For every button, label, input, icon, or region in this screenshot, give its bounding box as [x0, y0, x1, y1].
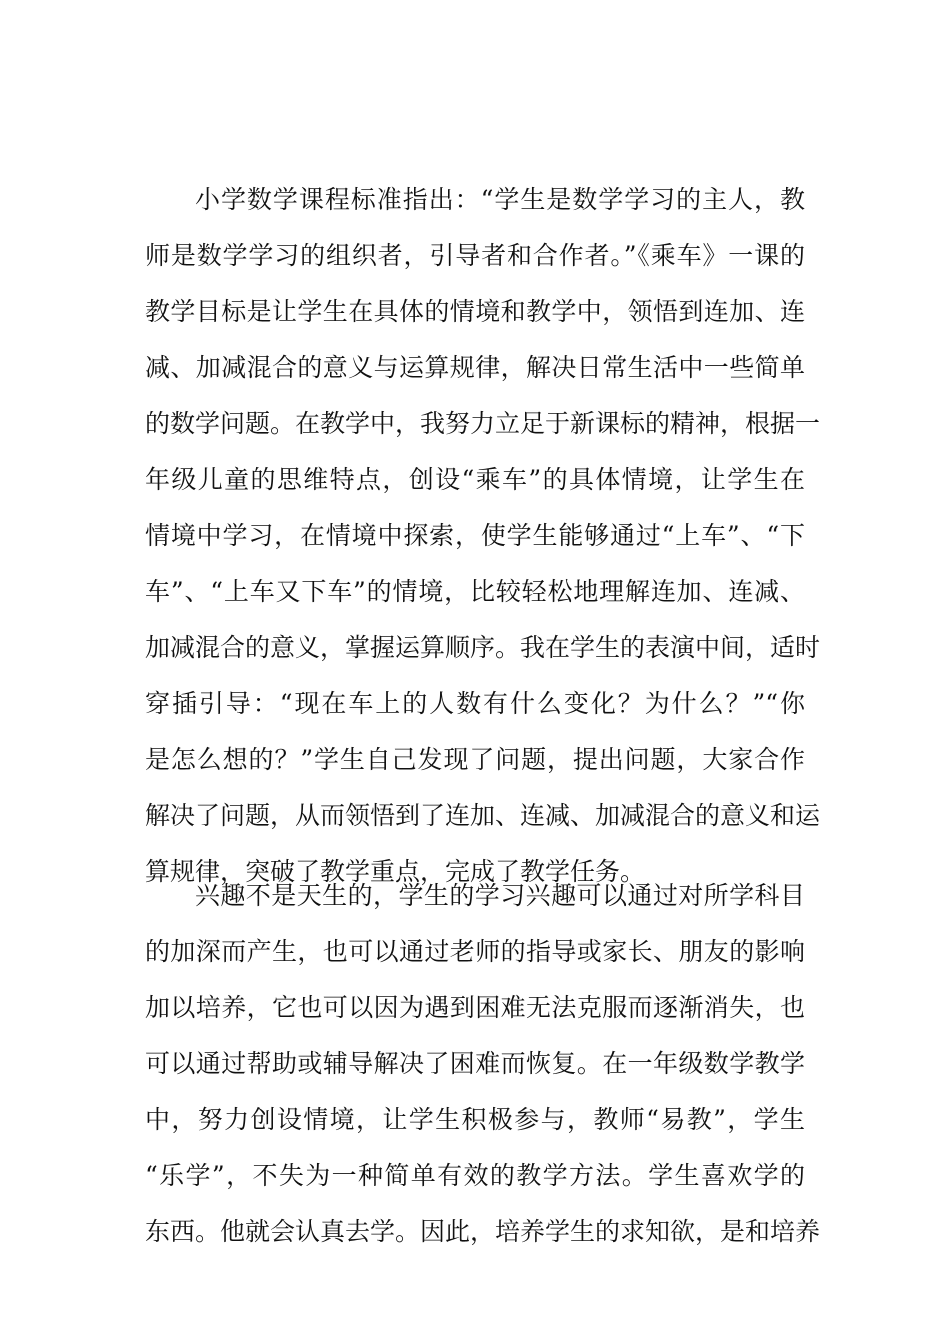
- paragraph-line: 车”、“上车又下车”的情境，比较轻松地理解连加、连减、: [145, 577, 805, 606]
- paragraph-line: 东西。他就会认真去学。因此，培养学生的求知欲，是和培养: [145, 1217, 821, 1246]
- paragraph-line: 情境中学习，在情境中探索，使学生能够通过“上车”、“下: [145, 521, 805, 550]
- paragraph-line: 小学数学课程标准指出：“学生是数学学习的主人，教: [195, 185, 805, 214]
- paragraph-line: 是怎么想的？”学生自己发现了问题，提出问题，大家合作: [145, 745, 805, 774]
- paragraph-line: 的加深而产生，也可以通过老师的指导或家长、朋友的影响: [145, 937, 805, 966]
- paragraph-1: [145, 172, 821, 900]
- paragraph-line: 教学目标是让学生在具体的情境和教学中，领悟到连加、连: [145, 297, 805, 326]
- paragraph-line: 解决了问题，从而领悟到了连加、连减、加减混合的意义和运: [145, 801, 821, 830]
- paragraph-line: 兴趣不是天生的，学生的学习兴趣可以通过对所学科目: [195, 881, 805, 910]
- paragraph-line: 加减混合的意义，掌握运算顺序。我在学生的表演中间，适时: [145, 633, 821, 662]
- paragraph-line: 年级儿童的思维特点，创设“乘车”的具体情境，让学生在: [145, 465, 805, 494]
- paragraph-line: 算规律，突破了教学重点，完成了教学任务。: [145, 857, 646, 886]
- paragraph-line: “乐学”，不失为一种简单有效的教学方法。学生喜欢学的: [145, 1161, 805, 1190]
- paragraph-line: 的数学问题。在教学中，我努力立足于新课标的精神，根据一: [145, 409, 821, 438]
- paragraph-2: [145, 868, 821, 1260]
- paragraph-line: 穿插引导：“现在车上的人数有什么变化？为什么？”“你: [145, 689, 805, 718]
- paragraph-line: 可以通过帮助或辅导解决了困难而恢复。在一年级数学教学: [145, 1049, 805, 1078]
- paragraph-line: 减、加减混合的意义与运算规律，解决日常生活中一些简单: [145, 353, 805, 382]
- paragraph-line: 中，努力创设情境，让学生积极参与，教师“易教”，学生: [145, 1105, 805, 1134]
- paragraph-line: 加以培养，它也可以因为遇到困难无法克服而逐渐消失，也: [145, 993, 805, 1022]
- paragraph-line: 师是数学学习的组织者，引导者和合作者。”《乘车》一课的: [145, 241, 805, 270]
